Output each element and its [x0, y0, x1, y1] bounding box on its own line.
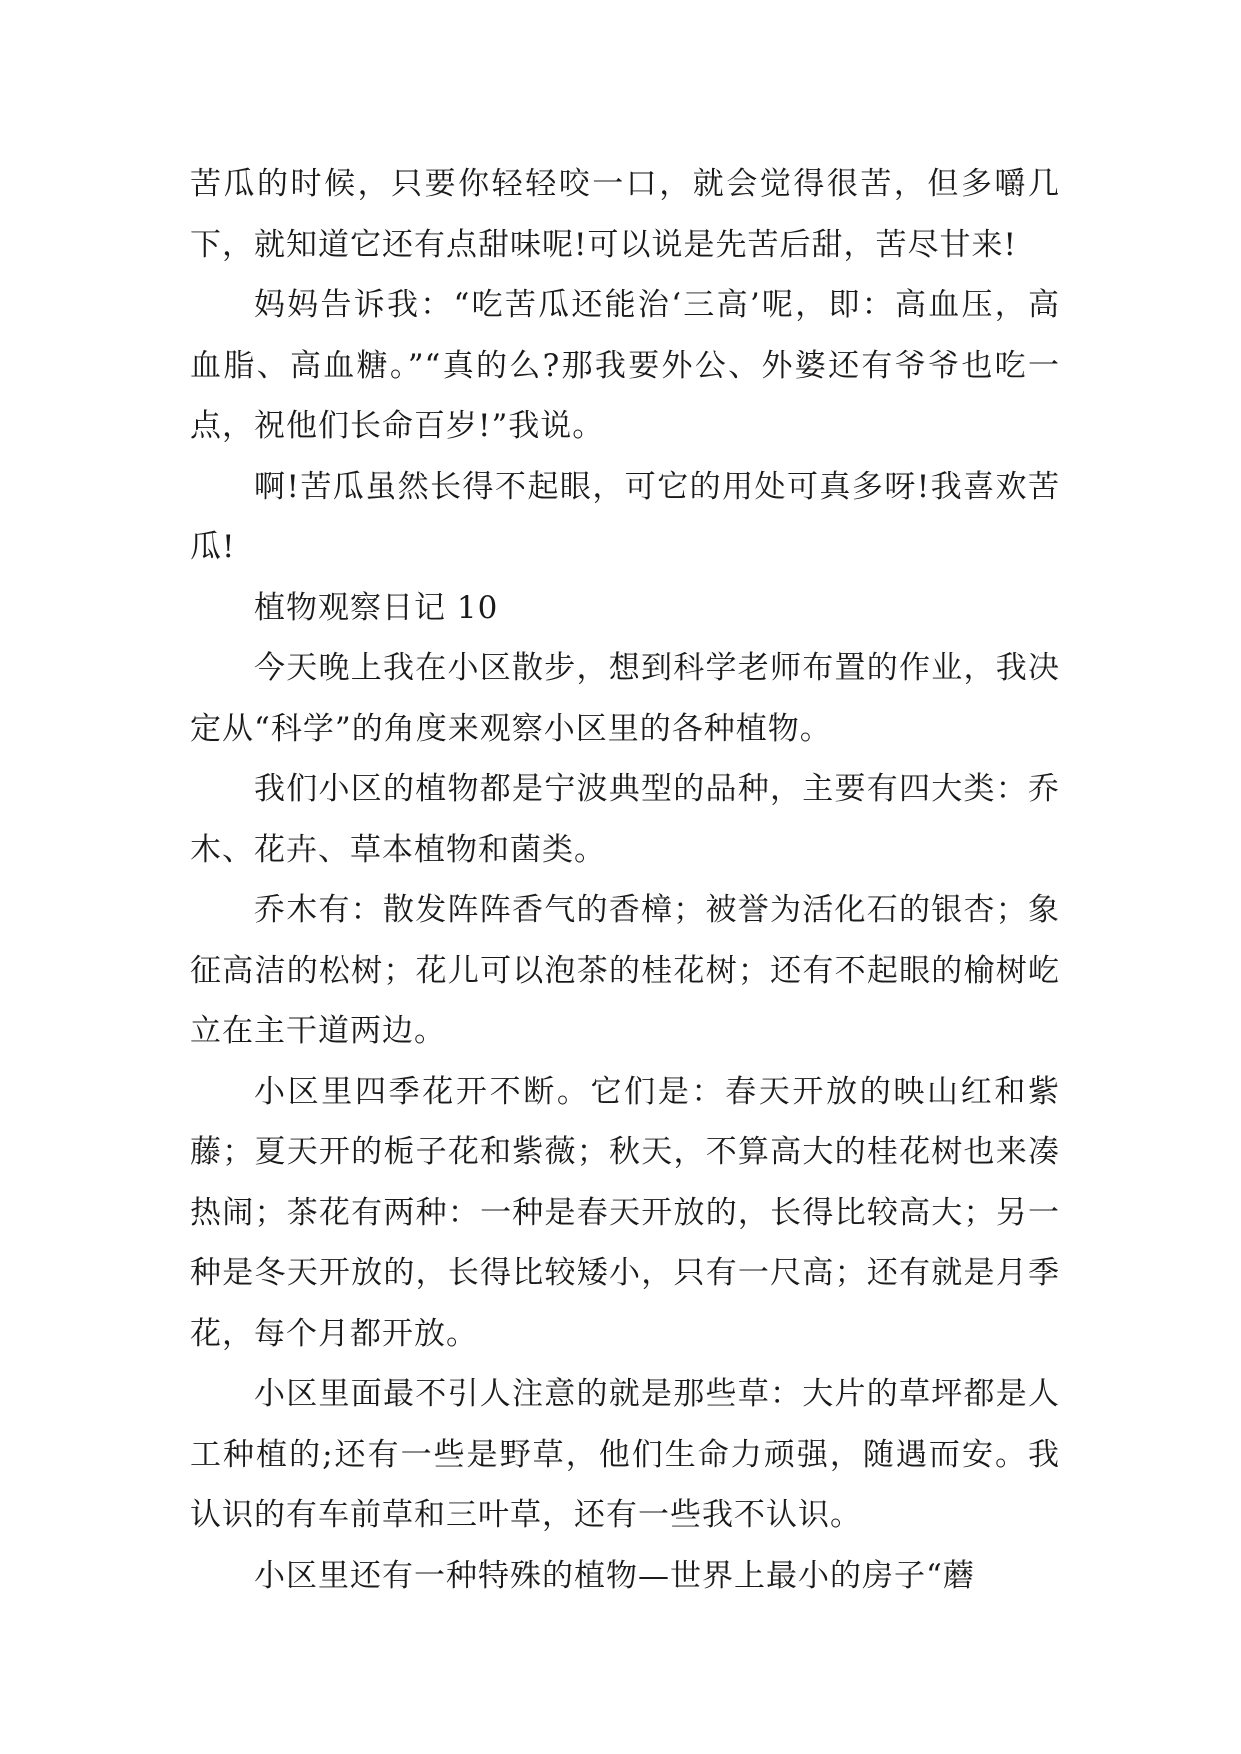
paragraph: 今天晚上我在小区散步，想到科学老师布置的作业，我决定从“科学”的角度来观察小区里的各种植物。: [190, 650, 1060, 747]
paragraph: 啊!苦瓜虽然长得不起眼，可它的用处可真多呀!我喜欢苦瓜!: [190, 468, 1060, 565]
paragraph: 妈妈告诉我：“吃苦瓜还能治‘三高’呢，即：高血压，高血脂、高血糖。”“真的么?那我要外公、外婆还有爷爷也吃一点，祝他们长命百岁!”我说。: [190, 287, 1060, 444]
paragraph: 乔木有：散发阵阵香气的香樟；被誉为活化石的银杏；象征高洁的松树；花儿可以泡茶的桂花树；还有不起眼的榆树屹立在主干道两边。: [190, 892, 1060, 1049]
paragraph: 小区里还有一种特殊的植物—世界上最小的房子“蘑: [254, 1557, 975, 1594]
document-body: [190, 154, 1060, 1606]
section-heading: 植物观察日记 10: [254, 589, 499, 626]
paragraph: 我们小区的植物都是宁波典型的品种，主要有四大类：乔木、花卉、草本植物和菌类。: [190, 771, 1060, 868]
paragraph: 小区里四季花开不断。它们是：春天开放的映山红和紫藤；夏天开的栀子花和紫薇；秋天，不算高大的桂花树也来凑热闹；茶花有两种：一种是春天开放的，长得比较高大；另一种是冬天开放的，长得比较矮小，只有一尺高；还有就是月季花，每个月都开放。: [190, 1073, 1060, 1352]
paragraph: 小区里面最不引人注意的就是那些草：大片的草坪都是人工种植的;还有一些是野草，他们生命力顽强，随遇而安。我认识的有车前草和三叶草，还有一些我不认识。: [190, 1376, 1060, 1533]
paragraph: 苦瓜的时候，只要你轻轻咬一口，就会觉得很苦，但多嚼几下，就知道它还有点甜味呢!可以说是先苦后甜，苦尽甘来!: [190, 166, 1060, 263]
